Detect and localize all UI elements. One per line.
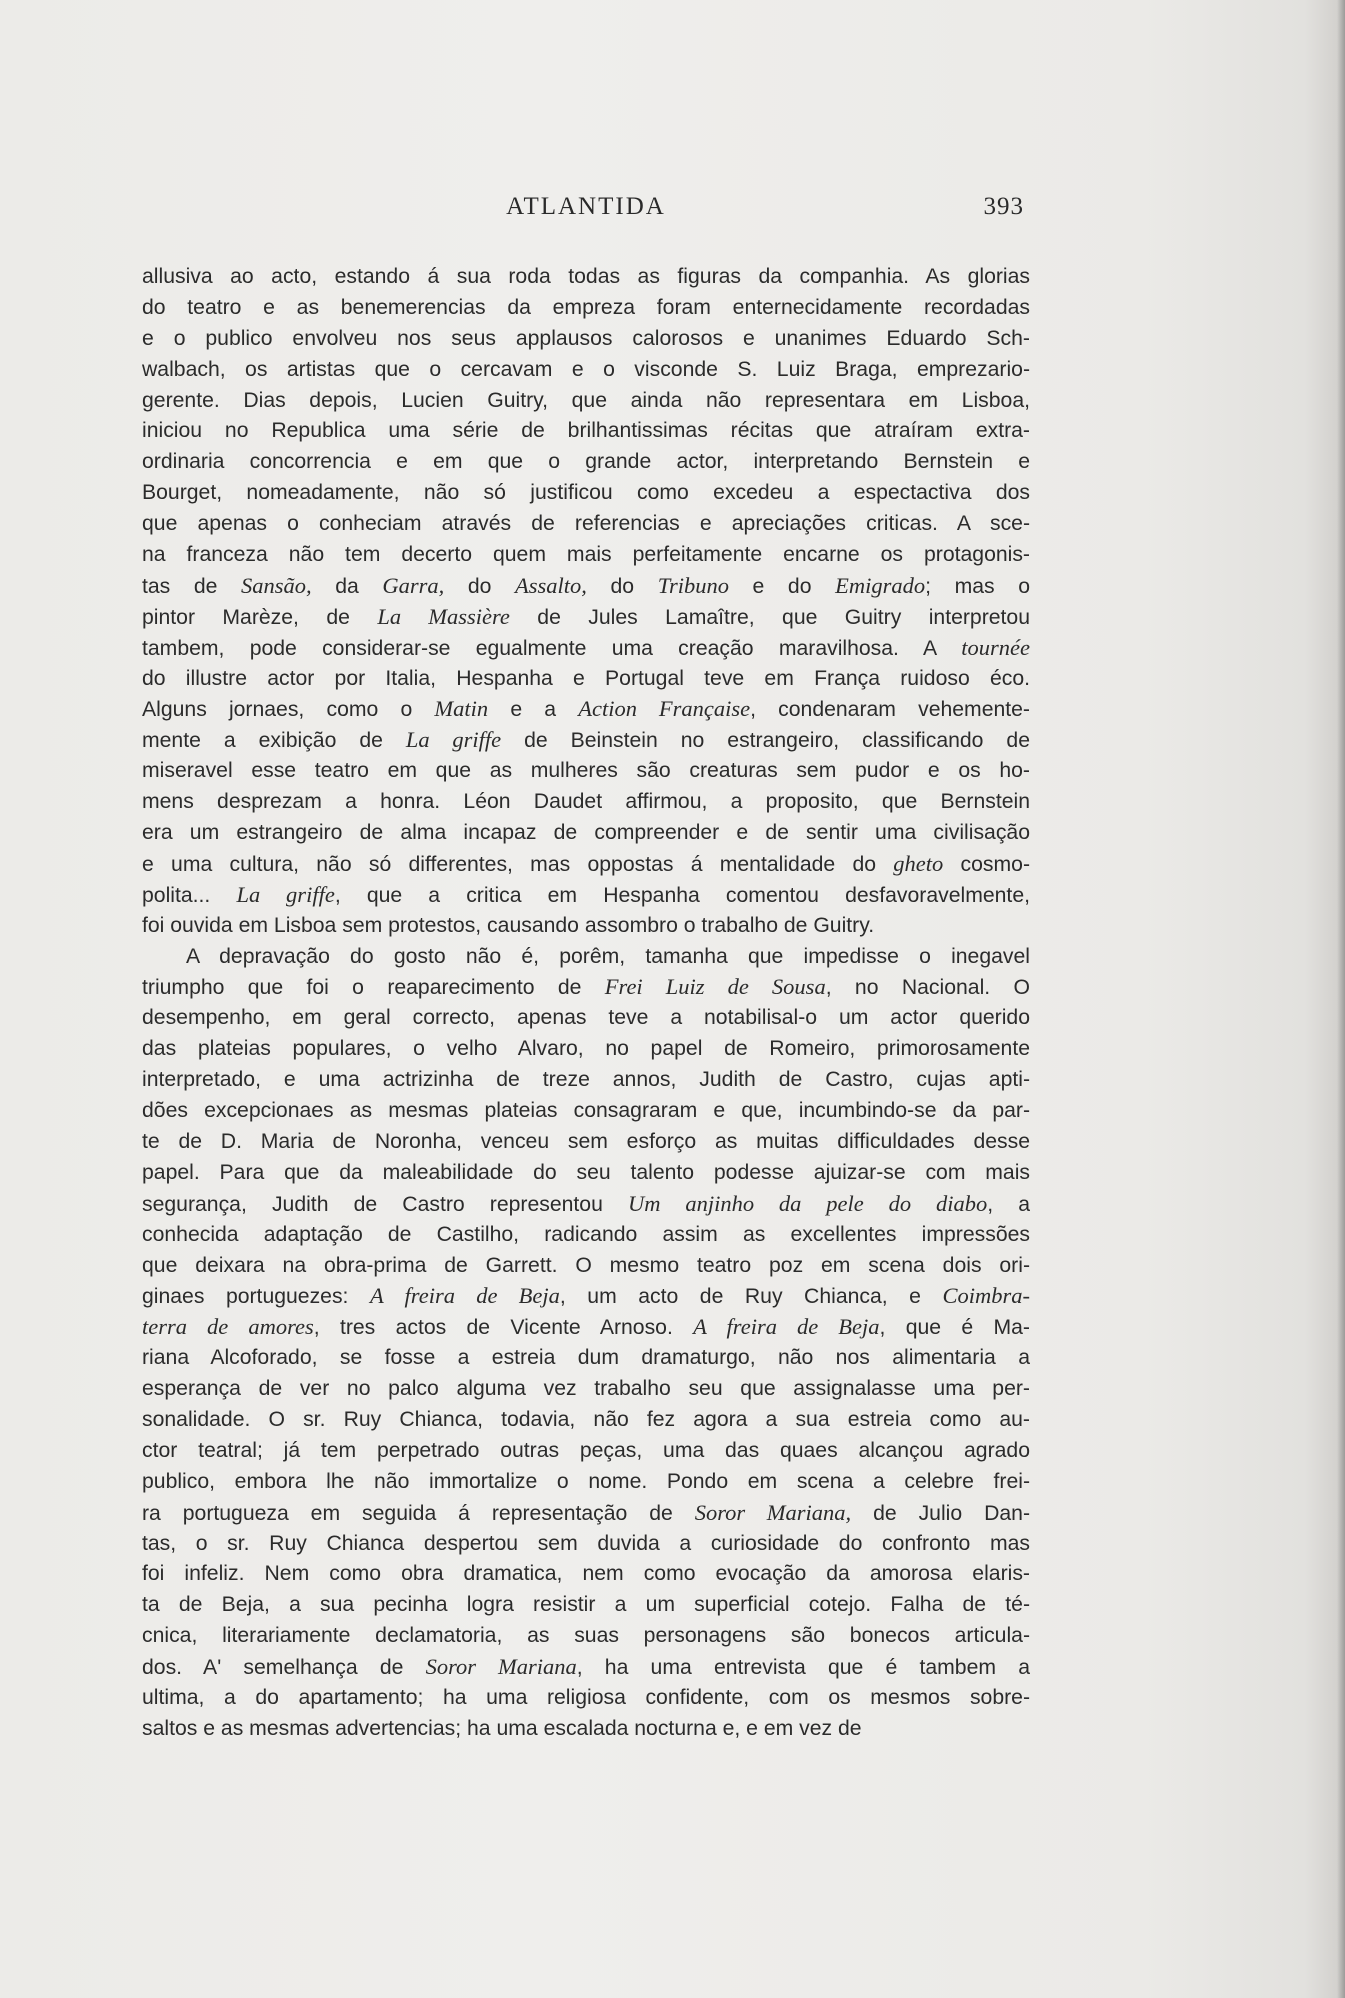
text-line <box>142 1467 1030 1498</box>
text-line <box>142 1251 1030 1282</box>
text-line <box>142 416 1030 447</box>
text-line <box>142 1683 1030 1714</box>
text-line <box>142 386 1030 417</box>
text-run: e do <box>728 574 836 598</box>
text-run: walbach, os artistas que o cercavam e o visconde S. Luiz Braga, emprezario- <box>142 357 1030 381</box>
text-run: e a <box>488 698 579 722</box>
text-run: , ha uma entrevista que é tambem a <box>576 1656 1030 1680</box>
text-line <box>142 1374 1030 1405</box>
text-line <box>142 1559 1030 1590</box>
text-run: riana Alcoforado, se fosse a estreia dum dramaturgo, não nos alimentaria a <box>142 1346 1030 1370</box>
text-run: tas, o sr. Ruy Chianca despertou sem duvida a curiosidade do confronto mas <box>142 1531 1030 1555</box>
italic-title: Emigrado <box>835 572 926 598</box>
text-run: cnica, literariamente declamatoria, as suas personagens são bonecos articula- <box>142 1624 1030 1648</box>
italic-title: Action Française <box>578 696 751 722</box>
text-run: , tres actos de Vicente Arnoso. <box>313 1316 694 1340</box>
text-line <box>142 1158 1030 1189</box>
text-run: , no Nacional. O <box>825 976 1030 1000</box>
text-run: saltos e as mesmas advertencias; ha uma escalada nocturna e, e em vez de <box>142 1716 862 1740</box>
text-line <box>142 1034 1030 1065</box>
text-run: dões excepcionaes as mesmas plateias consagraram e que, incumbindo-se da par- <box>142 1099 1030 1123</box>
text-run: publico, embora lhe não immortalize o nome. Pondo em scena a celebre frei- <box>142 1469 1030 1493</box>
text-run: mens desprezam a honra. Léon Daudet affirmou, a proposito, que Bernstein <box>142 790 1030 814</box>
text-line <box>142 849 1030 880</box>
text-line <box>142 1621 1030 1652</box>
text-run: segurança, Judith de Castro representou <box>142 1192 628 1216</box>
text-run: Alguns jornaes, como o <box>142 698 435 722</box>
text-line <box>142 664 1030 695</box>
italic-title: La griffe <box>405 727 502 753</box>
text-run: e o publico envolveu nos seus applausos calorosos e unanimes Eduardo Sch- <box>142 326 1030 350</box>
text-run: , condenaram vehemente- <box>750 698 1030 722</box>
text-run: e uma cultura, não só differentes, mas oppostas á mentalidade do <box>142 852 894 876</box>
italic-title: Sansão, <box>241 572 312 598</box>
italic-title: A freira de Beja <box>693 1314 880 1340</box>
text-run: que deixara na obra-prima de Garrett. O mesmo teatro poz em scena dois ori- <box>142 1253 1030 1277</box>
italic-title: Coimbra- <box>942 1283 1030 1309</box>
text-run: ordinaria concorrencia e em que o grande actor, interpretando Bernstein e <box>142 450 1030 474</box>
italic-title: gheto <box>893 850 944 876</box>
text-run: do <box>444 574 516 598</box>
text-run: te de D. Maria de Noronha, venceu sem esforço as muitas difficuldades desse <box>142 1129 1030 1153</box>
text-run: tas de <box>142 574 242 598</box>
body-text <box>142 262 1030 1745</box>
text-line <box>142 1127 1030 1158</box>
text-run: desempenho, em geral correcto, apenas teve a notabilisal-o um actor querido <box>142 1006 1030 1030</box>
page-header <box>140 193 1032 233</box>
text-run: ctor teatral; já tem perpetrado outras peças, uma das quaes alcançou agrado <box>142 1438 1030 1462</box>
italic-title: Assalto, <box>515 572 587 598</box>
page-number: 393 <box>983 193 1024 220</box>
text-run: ultima, a do apartamento; ha uma religiosa confidente, com os mesmos sobre- <box>142 1685 1030 1709</box>
text-run: ra portugueza em seguida á representação de <box>142 1501 695 1525</box>
page-edge-shadow <box>1337 0 1345 1998</box>
italic-title: terra de amores <box>142 1314 314 1340</box>
text-run: miseravel esse teatro em que as mulheres são creaturas sem pudor e os ho- <box>142 759 1030 783</box>
text-run: do teatro e as benemerencias da empreza foram enternecidamente recordadas <box>142 295 1030 319</box>
text-run: triumpho que foi o reaparecimento de <box>142 976 605 1000</box>
text-run: , que a critica em Hespanha comentou desfavoravelmente, <box>334 883 1030 907</box>
text-run: de Beinstein no estrangeiro, classificando de <box>501 729 1030 753</box>
text-run: dos. A' semelhança de <box>142 1656 426 1680</box>
italic-title: Soror Mariana, <box>694 1499 852 1525</box>
italic-title: Tribuno <box>657 572 729 598</box>
text-run: foi ouvida em Lisboa sem protestos, causando assombro o trabalho de Guitry. <box>142 913 875 937</box>
text-run: da <box>311 574 383 598</box>
italic-title: Garra, <box>382 572 445 598</box>
italic-title: Um anjinho da pele do diabo <box>627 1190 988 1216</box>
text-run: do <box>586 574 658 598</box>
text-line <box>142 540 1030 571</box>
text-line <box>142 1003 1030 1034</box>
text-line <box>142 1652 1030 1683</box>
text-run: gerente. Dias depois, Lucien Guitry, que ainda não representara em Lisboa, <box>142 388 1030 412</box>
italic-title: La griffe <box>236 881 335 907</box>
italic-title: tournée <box>961 634 1030 660</box>
text-line <box>142 972 1030 1003</box>
text-run: Bourget, nomeadamente, não só justificou como excedeu a espectactiva dos <box>142 481 1030 505</box>
text-line <box>142 787 1030 818</box>
text-run: ta de Beja, a sua pecinha logra resistir a um superficial cotejo. Falha de té- <box>142 1593 1030 1617</box>
text-run: interpretado, e uma actrizinha de treze annos, Judith de Castro, cujas apti- <box>142 1068 1030 1092</box>
italic-title: A freira de Beja <box>369 1283 560 1309</box>
text-line <box>142 571 1030 602</box>
text-line <box>142 1312 1030 1343</box>
text-line <box>142 725 1030 756</box>
text-line <box>142 1281 1030 1312</box>
text-line <box>142 633 1030 664</box>
text-run: mente a exibição de <box>142 729 406 753</box>
text-line <box>142 756 1030 787</box>
text-line <box>142 1065 1030 1096</box>
text-run: iniciou no Republica uma série de brilhantissimas récitas que atraíram extra- <box>142 419 1030 443</box>
text-line <box>142 1714 1030 1745</box>
text-line <box>142 602 1030 633</box>
text-run: na franceza não tem decerto quem mais perfeitamente encarne os protagonis- <box>142 543 1030 567</box>
italic-title: Frei Luiz de Sousa <box>604 974 826 1000</box>
text-line <box>142 1189 1030 1220</box>
italic-title: Matin <box>434 696 489 722</box>
text-run: de Jules Lamaître, que Guitry interpretou <box>509 605 1030 629</box>
text-run: papel. Para que da maleabilidade do seu talento podesse ajuizar-se com mais <box>142 1160 1030 1184</box>
text-run: era um estrangeiro de alma incapaz de compreender e de sentir uma civilisação <box>142 821 1030 845</box>
text-run: foi infeliz. Nem como obra dramatica, nem como evocação da amorosa elaris- <box>142 1562 1030 1586</box>
text-run: do illustre actor por Italia, Hespanha e Portugal teve em França ruidoso éco. <box>142 666 1030 690</box>
italic-title: La Massière <box>377 603 510 629</box>
text-line <box>142 1436 1030 1467</box>
text-run: tambem, pode considerar-se egualmente uma creação maravilhosa. A <box>142 636 962 660</box>
text-run: ; mas o <box>925 574 1030 598</box>
text-line <box>142 694 1030 725</box>
text-line <box>142 1590 1030 1621</box>
text-run: , que é Ma- <box>879 1316 1030 1340</box>
text-run: A depravação do gosto não é, porêm, tamanha que impedisse o inegavel <box>186 944 1030 968</box>
text-run: ginaes portuguezes: <box>142 1285 370 1309</box>
text-run: polita... <box>142 883 237 907</box>
text-line <box>142 942 1030 973</box>
text-line <box>142 818 1030 849</box>
text-line <box>142 262 1030 293</box>
text-run: conhecida adaptação de Castilho, radicando assim as excellentes impressões <box>142 1222 1030 1246</box>
text-line <box>142 1096 1030 1127</box>
text-line <box>142 1220 1030 1251</box>
text-line <box>142 509 1030 540</box>
running-title: ATLANTIDA <box>506 193 666 220</box>
text-run: pintor Marèze, de <box>142 605 378 629</box>
text-line <box>142 447 1030 478</box>
text-line <box>142 478 1030 509</box>
italic-title: Soror Mariana <box>425 1654 577 1680</box>
text-line <box>142 911 1030 942</box>
text-run: das plateias populares, o velho Alvaro, no papel de Romeiro, primorosamente <box>142 1037 1030 1061</box>
text-run: de Julio Dan- <box>851 1501 1030 1525</box>
text-line <box>142 1498 1030 1529</box>
text-run: , a <box>987 1192 1030 1216</box>
text-run: cosmo- <box>943 852 1030 876</box>
text-line <box>142 1405 1030 1436</box>
text-run: que apenas o conheciam através de referencias e apreciações criticas. A sce- <box>142 512 1030 536</box>
text-run: allusiva ao acto, estando á sua roda todas as figuras da companhia. As glorias <box>142 265 1030 288</box>
text-line <box>142 293 1030 324</box>
text-run: , um acto de Ruy Chianca, e <box>559 1285 943 1309</box>
text-run: sonalidade. O sr. Ruy Chianca, todavia, não fez agora a sua estreia como au- <box>142 1407 1030 1431</box>
text-run: esperança de ver no palco alguma vez trabalho seu que assignalasse uma per- <box>142 1377 1030 1401</box>
text-line <box>142 324 1030 355</box>
text-line <box>142 880 1030 911</box>
text-line <box>142 1343 1030 1374</box>
text-line <box>142 355 1030 386</box>
text-line <box>142 1529 1030 1560</box>
